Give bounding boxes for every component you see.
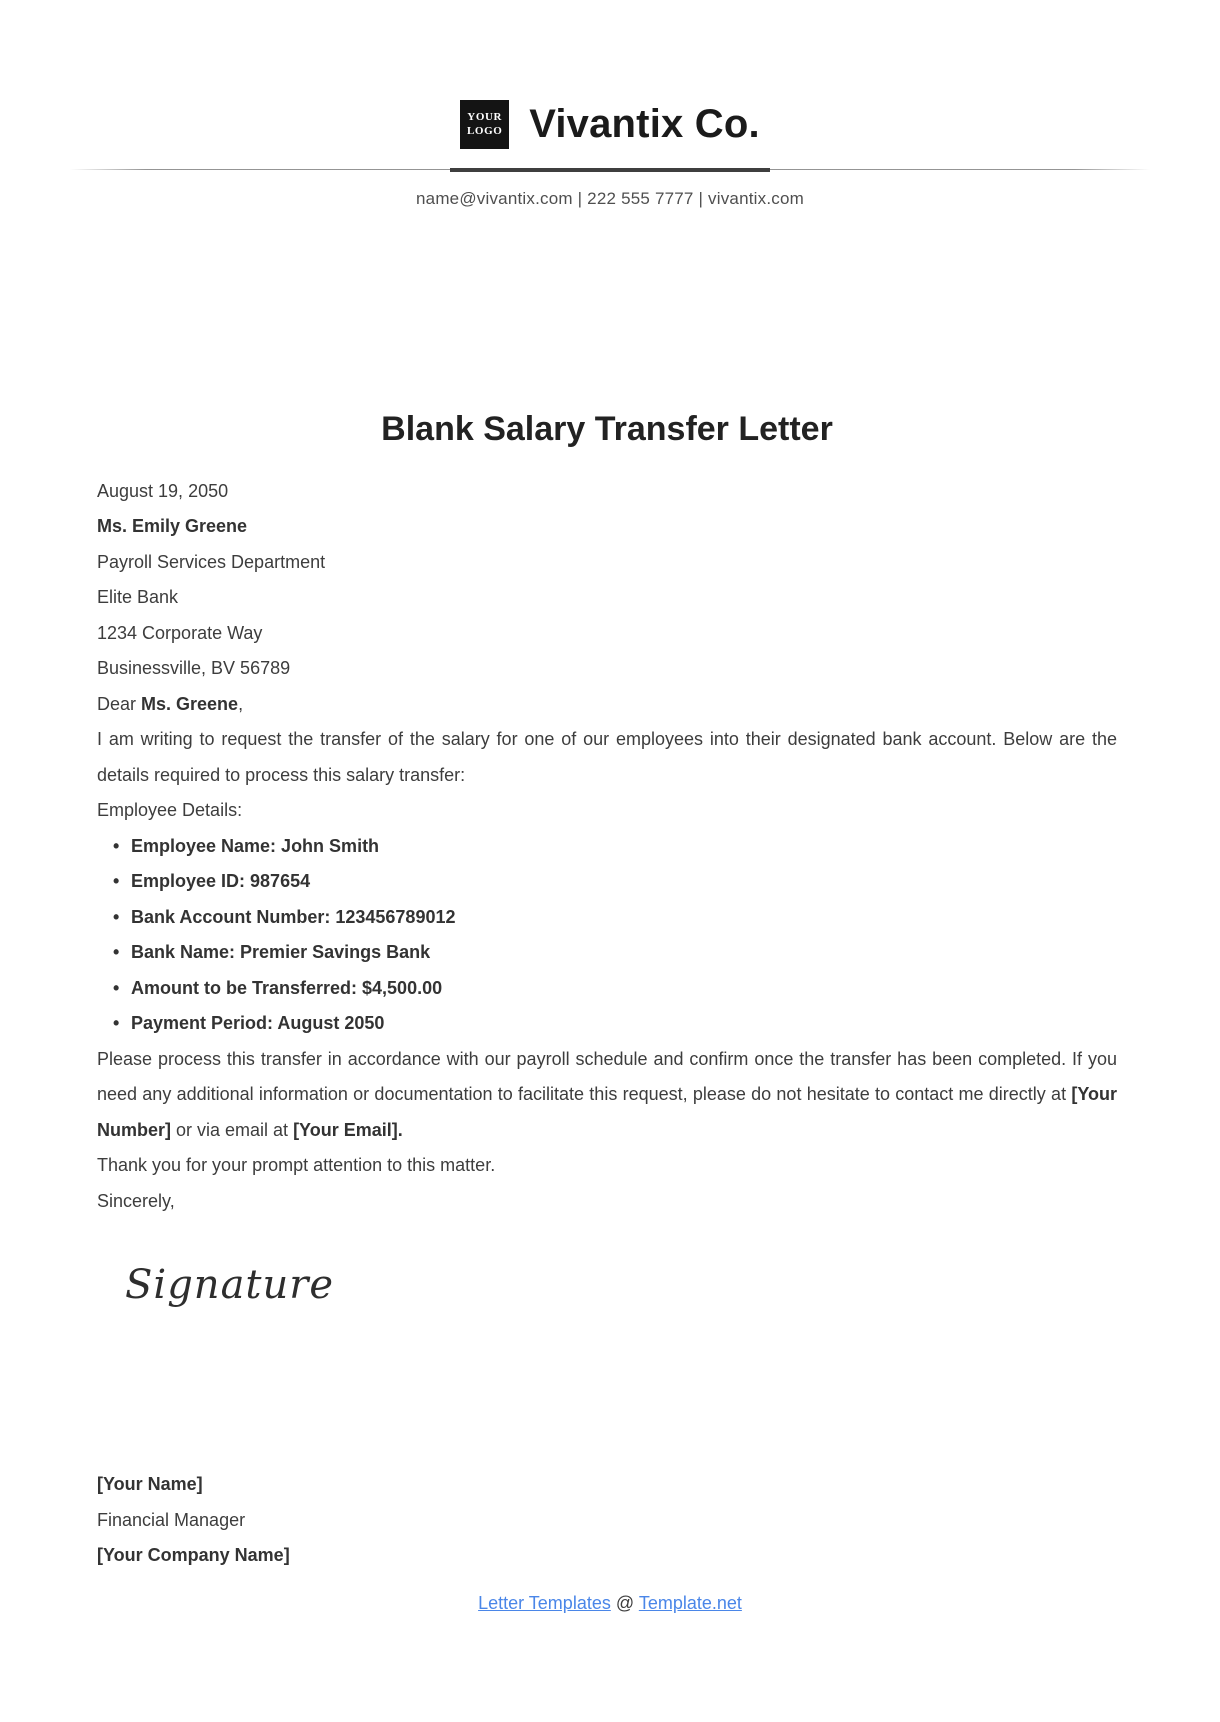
- recipient-organization: Elite Bank: [97, 587, 179, 608]
- list-item: • Bank Account Number: 123456789012: [97, 900, 1117, 936]
- company-name: Vivantix Co.: [529, 102, 760, 146]
- list-item: • Employee Name: John Smith: [97, 829, 1117, 865]
- employee-details-list: [97, 829, 1117, 1042]
- your-number-placeholder: [Your Number]: [97, 1084, 1117, 1140]
- salutation-prefix: Dear: [97, 693, 142, 714]
- letter-date: August 19, 2050: [97, 480, 229, 501]
- recipient-street: 1234 Corporate Way: [97, 622, 263, 643]
- request-text-2: or via email at: [171, 1119, 294, 1140]
- closing-sincerely: Sincerely,: [97, 1190, 175, 1211]
- request-text-1: Please process this transfer in accordance with our payroll schedule and confirm once the transfer has been completed. If you need any additional information or documentation to facilitate this request, please do not hesitate to contact me directly at: [97, 1048, 1117, 1105]
- salutation-suffix: ,: [238, 693, 244, 714]
- logo-text-line1: YOUR: [467, 111, 503, 124]
- recipient-department: Payroll Services Department: [97, 551, 326, 572]
- letter-title: Blank Salary Transfer Letter: [381, 410, 833, 448]
- letterhead: [0, 0, 1220, 149]
- contact-info: name@vivantix.com | 222 555 7777 | vivantix.com: [416, 189, 804, 208]
- company-logo-placeholder: [460, 100, 509, 149]
- list-item: • Bank Name: Premier Savings Bank: [97, 935, 1117, 971]
- request-paragraph: [97, 1042, 1117, 1149]
- recipient-city: Businessville, BV 56789: [97, 658, 291, 679]
- signer-name-placeholder: [Your Name]: [97, 1474, 203, 1495]
- signature-image: Signature: [125, 1262, 335, 1309]
- your-email-placeholder: [Your Email].: [293, 1119, 403, 1140]
- divider-accent-rule: [450, 168, 770, 172]
- letter-templates-link[interactable]: Letter Templates: [478, 1592, 611, 1613]
- list-item: • Amount to be Transferred: $4,500.00: [97, 971, 1117, 1007]
- salutation: [97, 687, 1117, 723]
- signer-title: Financial Manager: [97, 1509, 246, 1530]
- footer-separator: @: [615, 1592, 635, 1613]
- letter-body: [0, 407, 1220, 1574]
- signer-company-placeholder: [Your Company Name]: [97, 1545, 290, 1566]
- intro-paragraph: I am writing to request the transfer of the salary for one of our employees into their designated bank account. Below are the details required to process this salary transfer:: [97, 729, 1117, 785]
- logo-text-line2: LOGO: [466, 124, 503, 137]
- footer-attribution: [0, 1593, 1220, 1614]
- closing-thanks: Thank you for your prompt attention to this matter.: [97, 1155, 496, 1176]
- list-item: • Payment Period: August 2050: [97, 1006, 1117, 1042]
- recipient-name: Ms. Emily Greene: [97, 516, 248, 537]
- list-item: • Employee ID: 987654: [97, 864, 1117, 900]
- details-label: Employee Details:: [97, 800, 243, 821]
- signer-block: [97, 1467, 1117, 1574]
- salutation-name: Ms. Greene: [141, 693, 239, 714]
- header-divider: [70, 167, 1150, 172]
- template-net-link[interactable]: Template.net: [638, 1592, 742, 1613]
